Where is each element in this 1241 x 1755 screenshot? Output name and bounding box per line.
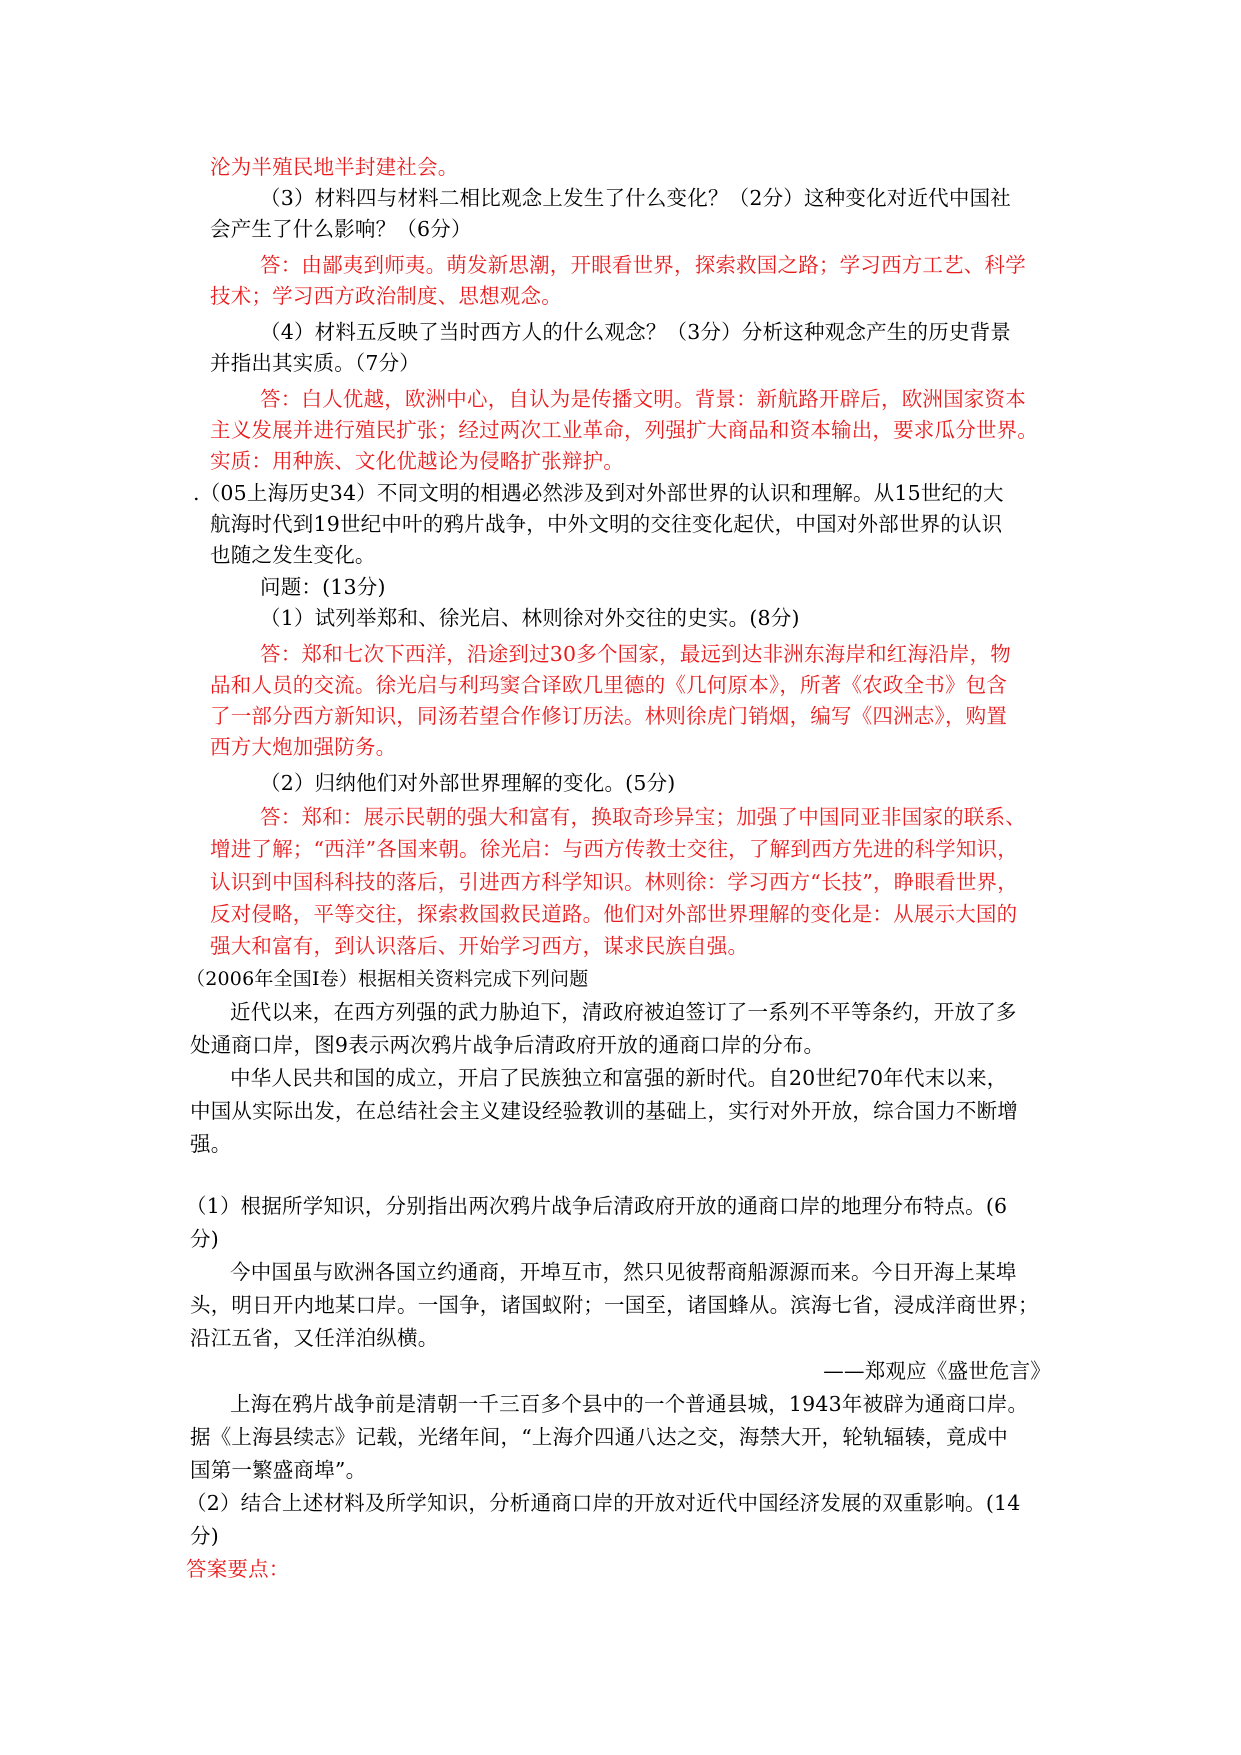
answer-1: 答：郑和七次下西洋，沿途到过30多个国家，最远到达非洲东海岸和红海沿岸，物 (260, 642, 1011, 666)
material-paragraph-cont: 处通商口岸，图9表示两次鸦片战争后清政府开放的通商口岸的分布。 (190, 1033, 825, 1057)
answer-4: 答：白人优越，欧洲中心，自认为是传播文明。背景：新航路开辟后，欧洲国家资本 (260, 387, 1026, 411)
answer-line: 沦为半殖民地半封建社会。 (210, 155, 459, 179)
sub-question-1: （1）试列举郑和、徐光启、林则徐对外交往的史实。(8分) (260, 606, 800, 630)
question-2006-2: （2）结合上述材料及所学知识，分析通商口岸的开放对近代中国经济发展的双重影响。(14 (186, 1491, 1021, 1515)
material-paragraph-cont: 据《上海县续志》记载，光绪年间，“上海介四通八达之交，海禁大开，轮轨辐辏，竟成中 (190, 1425, 1008, 1449)
answer-4-cont: 实质：用种族、文化优越论为侵略扩张辩护。 (210, 449, 624, 473)
answer-key-heading: 答案要点： (186, 1557, 290, 1581)
material-paragraph: 近代以来，在西方列强的武力胁迫下，清政府被迫签订了一系列不平等条约，开放了多 (230, 1000, 1017, 1024)
answer-2: 答：郑和：展示民朝的强大和富有，换取奇珍异宝；加强了中国同亚非国家的联系、 (260, 805, 1026, 829)
quote-paragraph-cont: 沿江五省，又任洋泊纵横。 (190, 1326, 439, 1350)
question-block-05: .（05上海历史34）不同文明的相遇必然涉及到对外部世界的认识和理解。从15世纪的大 (193, 481, 1004, 505)
material-paragraph-cont: 国第一繁盛商埠”。 (190, 1458, 367, 1482)
material-paragraph-cont: 中国从实际出发，在总结社会主义建设经验教训的基础上，实行对外开放，综合国力不断增 (190, 1099, 1018, 1123)
question-4: （4）材料五反映了当时西方人的什么观念？（3分）分析这种观念产生的历史背景 (260, 320, 1011, 344)
answer-3-cont: 技术；学习西方政治制度、思想观念。 (210, 284, 562, 308)
answer-1-cont: 品和人员的交流。徐光启与利玛窦合译欧几里德的《几何原本》，所著《农政全书》包含 (210, 673, 1008, 697)
question-block-2006: （2006年全国Ⅰ卷）根据相关资料完成下列问题 (186, 968, 589, 990)
question-heading: 问题：(13分) (260, 575, 386, 599)
material-paragraph: 中华人民共和国的成立，开启了民族独立和富强的新时代。自20世纪70年代末以来， (230, 1066, 1008, 1090)
question-3: （3）材料四与材料二相比观念上发生了什么变化？（2分）这种变化对近代中国社 (260, 186, 1011, 210)
answer-2-cont: 认识到中国科科技的落后，引进西方科学知识。林则徐：学习西方“长技”，睁眼看世界， (210, 870, 1018, 894)
question-3-cont: 会产生了什么影响？（6分） (210, 217, 472, 241)
question-block-05-cont: 也随之发生变化。 (210, 543, 376, 567)
question-2006-1: （1）根据所学知识，分别指出两次鸦片战争后清政府开放的通商口岸的地理分布特点。(6 (186, 1194, 1008, 1218)
answer-2-cont: 增进了解；“西洋”各国来朝。徐光启：与西方传教士交往，了解到西方先进的科学知识， (210, 837, 1018, 861)
answer-4-cont: 主义发展并进行殖民扩张；经过两次工业革命，列强扩大商品和资本输出，要求瓜分世界。 (210, 418, 1038, 442)
sub-question-2: （2）归纳他们对外部世界理解的变化。(5分) (260, 771, 676, 795)
answer-1-cont: 西方大炮加强防务。 (210, 735, 397, 759)
question-block-05-cont: 航海时代到19世纪中叶的鸦片战争，中外文明的交往变化起伏，中国对外部世界的认识 (210, 512, 1003, 536)
quote-paragraph: 今中国虽与欧洲各国立约通商，开埠互市，然只见彼帮商船源源而来。今日开海上某埠 (230, 1260, 1017, 1284)
material-paragraph: 上海在鸦片战争前是清朝一千三百多个县中的一个普通县城，1943年被辟为通商口岸。 (230, 1392, 1029, 1416)
answer-1-cont: 了一部分西方新知识，同汤若望合作修订历法。林则徐虎门销烟，编写《四洲志》，购置 (210, 704, 1008, 728)
question-2006-2-cont: 分) (190, 1524, 219, 1548)
answer-2-cont: 强大和富有，到认识落后、开始学习西方，谋求民族自强。 (210, 934, 749, 958)
quote-attribution: ——郑观应《盛世危言》 (823, 1359, 1051, 1383)
quote-paragraph-cont: 头，明日开内地某口岸。一国争，诸国蚁附；一国至，诸国蜂从。滨海七省，浸成洋商世界； (190, 1293, 1039, 1317)
question-2006-1-cont: 分) (190, 1227, 219, 1251)
answer-2-cont: 反对侵略，平等交往，探索救国救民道路。他们对外部世界理解的变化是：从展示大国的 (210, 902, 1018, 926)
question-4-cont: 并指出其实质。（7分） (210, 351, 420, 375)
material-paragraph-cont: 强。 (190, 1132, 232, 1156)
answer-3: 答：由鄙夷到师夷。萌发新思潮，开眼看世界，探索救国之路；学习西方工艺、科学 (260, 253, 1026, 277)
